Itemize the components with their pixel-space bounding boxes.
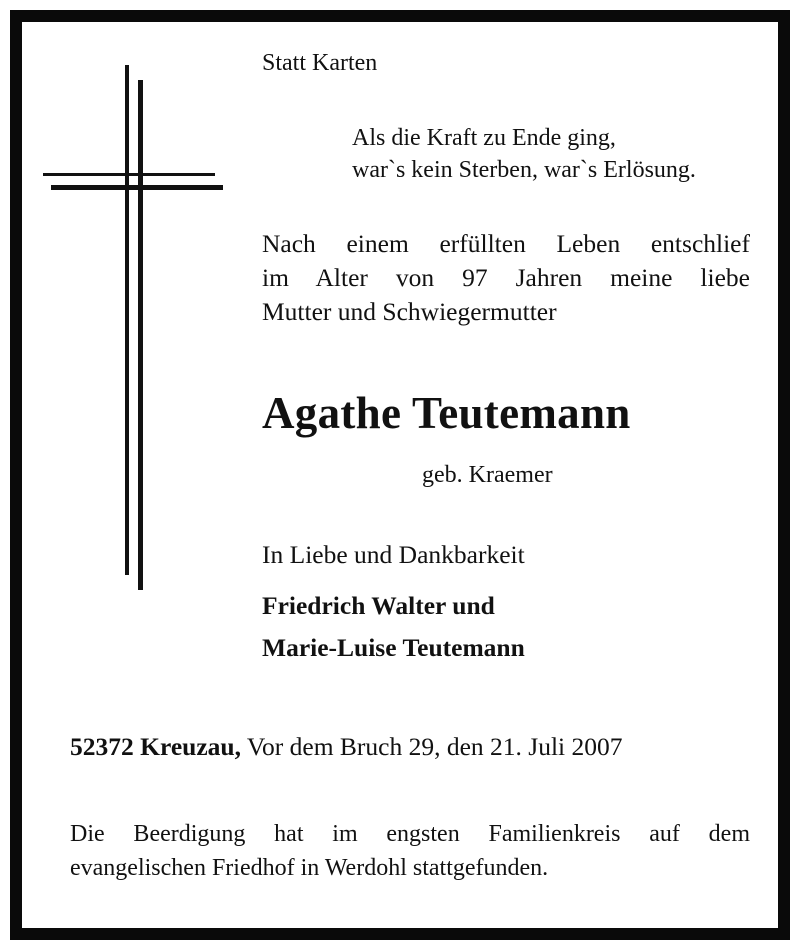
- intro-line-1: Nach einem erfüllten Leben entschlief: [262, 229, 750, 258]
- intro-line-3: Mutter und Schwiegermutter: [262, 297, 557, 326]
- poem-line-1: Als die Kraft zu Ende ging,: [352, 125, 616, 151]
- closing-text: In Liebe und Dankbarkeit: [262, 540, 525, 569]
- address-city: 52372 Kreuzau,: [70, 732, 241, 761]
- cross-vertical-bar: [125, 65, 129, 575]
- poem-line-2: war`s kein Sterben, war`s Erlösung.: [352, 157, 696, 183]
- address-line: [70, 732, 623, 762]
- birth-name: geb. Kraemer: [422, 462, 553, 488]
- address-street-date: Vor dem Bruch 29, den 21. Juli 2007: [246, 732, 623, 761]
- funeral-line-1: Die Beerdigung hat im engsten Familienkreis auf dem: [70, 821, 750, 847]
- cross-horizontal-bar: [43, 173, 215, 176]
- cross-horizontal-bar-bold: [51, 185, 223, 190]
- intro-line-2: im Alter von 97 Jahren meine liebe: [262, 263, 750, 292]
- mourner-line-2: Marie-Luise Teutemann: [262, 633, 525, 662]
- header-text: Statt Karten: [262, 50, 378, 76]
- funeral-line-2: evangelischen Friedhof in Werdohl stattgefunden.: [70, 855, 549, 881]
- mourner-line-1: Friedrich Walter und: [262, 591, 495, 620]
- deceased-name: Agathe Teutemann: [262, 388, 631, 438]
- cross-vertical-bar-bold: [138, 80, 143, 590]
